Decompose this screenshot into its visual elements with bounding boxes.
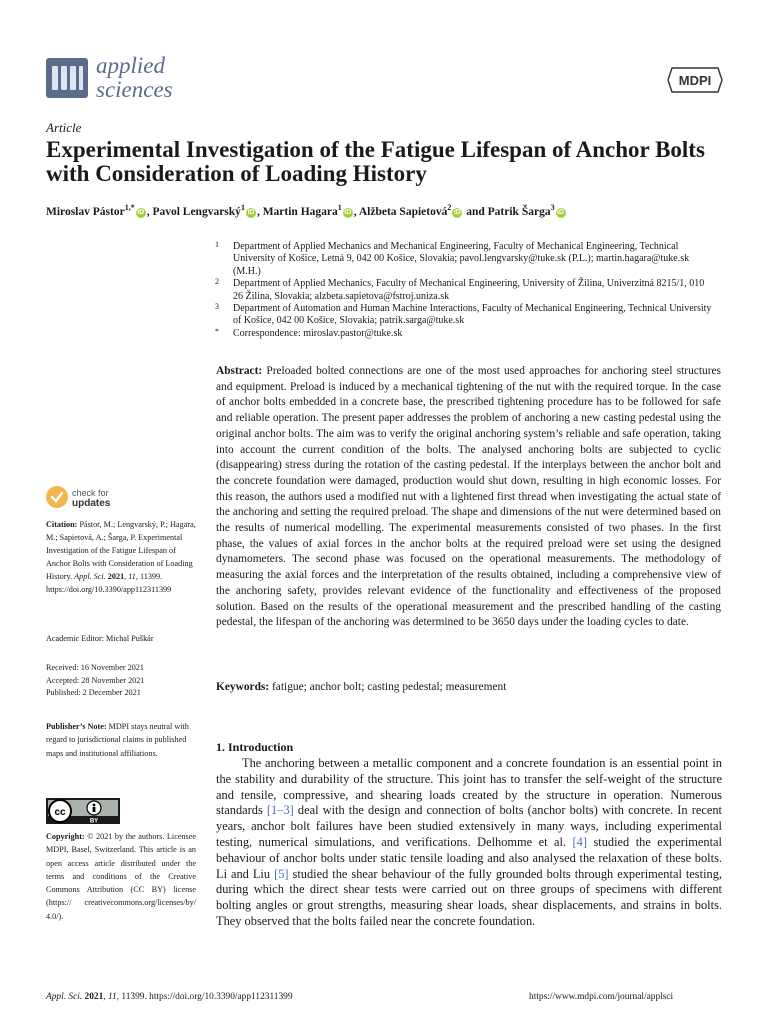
received-date: Received: 16 November 2021 xyxy=(46,663,144,672)
svg-text:cc: cc xyxy=(54,807,66,818)
journal-logo-icon xyxy=(46,58,88,98)
article-type: Article xyxy=(46,120,82,135)
author-name[interactable]: Pavol Lengvarský xyxy=(152,205,241,218)
affiliation-item: 2 Department of Applied Mechanics, Faculty of Mechanical Engineering, University of Žilina, Univerzitná 8215/1, 010 26 Žilina, Slovakia; alzbeta.sapietova@fstroj.uniza.sk xyxy=(215,277,705,302)
published-date: Published: 2 December 2021 xyxy=(46,688,141,698)
author-name[interactable]: Patrik Šarga xyxy=(487,205,551,218)
citation: Citation: Pástor, M.; Lengvarský, P.; Hagara, M.; Sapietová, A.; Šarga, P. Experimental Investigation of the Fatigue Lifespan of Anchor Bolts with Consideration of Loading History. Appl. Sci. 2021, 11, 11399. https://doi.org/10.3390/app112311399 xyxy=(46,520,196,595)
cc-by-license-icon[interactable] xyxy=(46,798,120,824)
abstract-text: Preloaded bolted connections are one of the most used approaches for anchoring steel structures and equipment. Preload is induced by a mechanical tightening of the nut with the required torque. In the case of anchor bolts embedded in a concrete base, the prescribed tightening procedure has to be followed for safe and reliable operation. The present paper addresses the problem of anchoring a new casting pedestal using the original anchor bolts. The aim was to verify the original anchoring system’s reliable and safe operation, taking into account the current condition of the bolts. The analysed anchoring bolts are subjected to cyclic (disappearing) stress during the rotation of the casting pedestal. If the interplays between the anchor bolt and the concrete foundation were damaged, production would shut down, resulting in high economic losses. For this reason, the authors used a modified nut with a lightened first thread when investigating the actual state of the anchoring and setting the required preload. The shape and dimensions of the nut were determined based on the results of numerical modelling. The experimental measurements consisted of two phases. In the first phase, the values of axial forces in the anchor bolts at the required preload were set using the designed dynamometers. The second phase was focused on the operational measurements. The methodology of measuring the axial forces and the interpretation of the results obtained, including a comprehensive view of the anchoring safety, provides relevant evidence of the functionality and effectiveness of the proposed solution. Based on the results of the operational measurement and the prescribed handling of the casting pedestal, the lifespan of the anchoring was determined to be 3650 days under the loading cycles to date. xyxy=(216,365,721,629)
mdpi-logo-icon xyxy=(666,66,724,94)
check-for-updates-button[interactable]: check for updates xyxy=(46,486,136,512)
affiliation-item: 3 Department of Automation and Human Machine Interactions, Faculty of Mechanical Engineering, Technical University of Košice, 042 00 Košice, Slovakia; patrik.sarga@tuke.sk xyxy=(215,302,712,327)
correspondence: * Correspondence: miroslav.pastor@tuke.sk xyxy=(215,326,403,339)
copyright-notice: Copyright: © 2021 by the authors. Licensee MDPI, Basel, Switzerland. This article is an open access article distributed under the terms and conditions of the Creative Commons Attribution (CC BY) license (https:// creativecommons.org/licenses/by/ 4.0/). xyxy=(46,832,197,921)
reference-link[interactable]: [4] xyxy=(572,834,587,849)
publication-dates xyxy=(46,662,196,700)
orcid-icon[interactable]: iD xyxy=(453,208,461,216)
author-list: Miroslav Pástor$^{1,*}$iD , Pavol Lengvarský$^1$iD , Martin Hagara$^1$iD , Alžbeta Sapietová$^2$iD and Patrik Šarga$^3$iD xyxy=(46,203,565,218)
academic-editor: Academic Editor: Michal Puškár xyxy=(46,634,154,643)
abstract xyxy=(216,364,721,631)
reference-link[interactable]: [5] xyxy=(274,866,289,881)
keywords-text: fatigue; anchor bolt; casting pedestal; measurement xyxy=(272,681,507,693)
footer-journal-url[interactable]: https://www.mdpi.com/journal/applsci xyxy=(529,992,674,1002)
orcid-icon[interactable]: iD xyxy=(344,208,352,216)
reference-link[interactable]: [1–3] xyxy=(266,803,294,818)
author-name[interactable]: Martin Hagara xyxy=(262,205,338,218)
keywords xyxy=(216,680,721,695)
paper-title: Experimental Investigation of the Fatigue Lifespan of Anchor Bolts with Consideration of Loading History xyxy=(46,137,705,186)
check-updates-icon xyxy=(46,486,68,508)
accepted-date: Accepted: 28 November 2021 xyxy=(46,675,145,685)
orcid-icon[interactable]: iD xyxy=(247,208,255,216)
author-name[interactable]: Miroslav Pástor xyxy=(46,205,125,218)
orcid-icon[interactable]: iD xyxy=(557,208,565,216)
author-name[interactable]: Alžbeta Sapietová xyxy=(358,205,448,218)
footer-citation: Appl. Sci. 2021, 11, 11399. https://doi.org/10.3390/app112311399 xyxy=(46,992,293,1002)
affiliation-item: 1 Department of Applied Mechanics and Mechanical Engineering, Faculty of Mechanical Engineering, Technical University of Košice, Letná 9, 042 00 Košice, Slovakia; pavol.lengvarsky@tuke.sk (P.L.); martin.hagara@tuke.sk (M.H.) xyxy=(215,240,690,277)
keywords-label: Keywords: xyxy=(216,681,270,693)
section-heading: 1. Introduction xyxy=(216,740,294,754)
orcid-icon[interactable]: iD xyxy=(137,208,145,216)
svg-text:MDPI: MDPI xyxy=(678,73,712,88)
publisher-note: Publisher’s Note: MDPI stays neutral with regard to jurisdictional claims in published maps and institutional affiliations. xyxy=(46,722,189,758)
citation-doi-link[interactable]: , 11399. https://doi.org/10.3390/app112311399 xyxy=(46,572,172,595)
svg-text:BY: BY xyxy=(89,818,99,824)
affiliations xyxy=(215,241,715,340)
abstract-label: Abstract: xyxy=(216,365,263,377)
footer-doi-link[interactable]: , 11399. https://doi.org/10.3390/app112311399 xyxy=(116,992,293,1002)
journal-name: applied sciences xyxy=(96,53,173,102)
introduction-paragraph: The anchoring between a metallic component and a concrete foundation is an essential point in the stability and durability of the structure. This joint has to transfer the self-weight of the structure and tensile, compressive, and shearing loads created by the structure in operation. Numerous standards [1–3] deal with the design and connection of bolts (anchor bolts) with concrete. In recent years, anchor bolt failures have been studied extensively in many ways, including experimental testing, numerical simulations, and verifications. Delhomme et al. [4] studied the experimental behaviour of anchor bolts under static tensile loading and also analysed the relaxation of these bolts. Li and Liu [5] studied the shear behaviour of the fully grounded bolts through experimental testing, during which the direct shear tests were carried out on three groups of specimens with different bolting angles or grout strengths, measuring shear loads, shear displacements, and strains in bolts. They observed that the bolts failed near the concrete foundation. xyxy=(216,756,723,928)
